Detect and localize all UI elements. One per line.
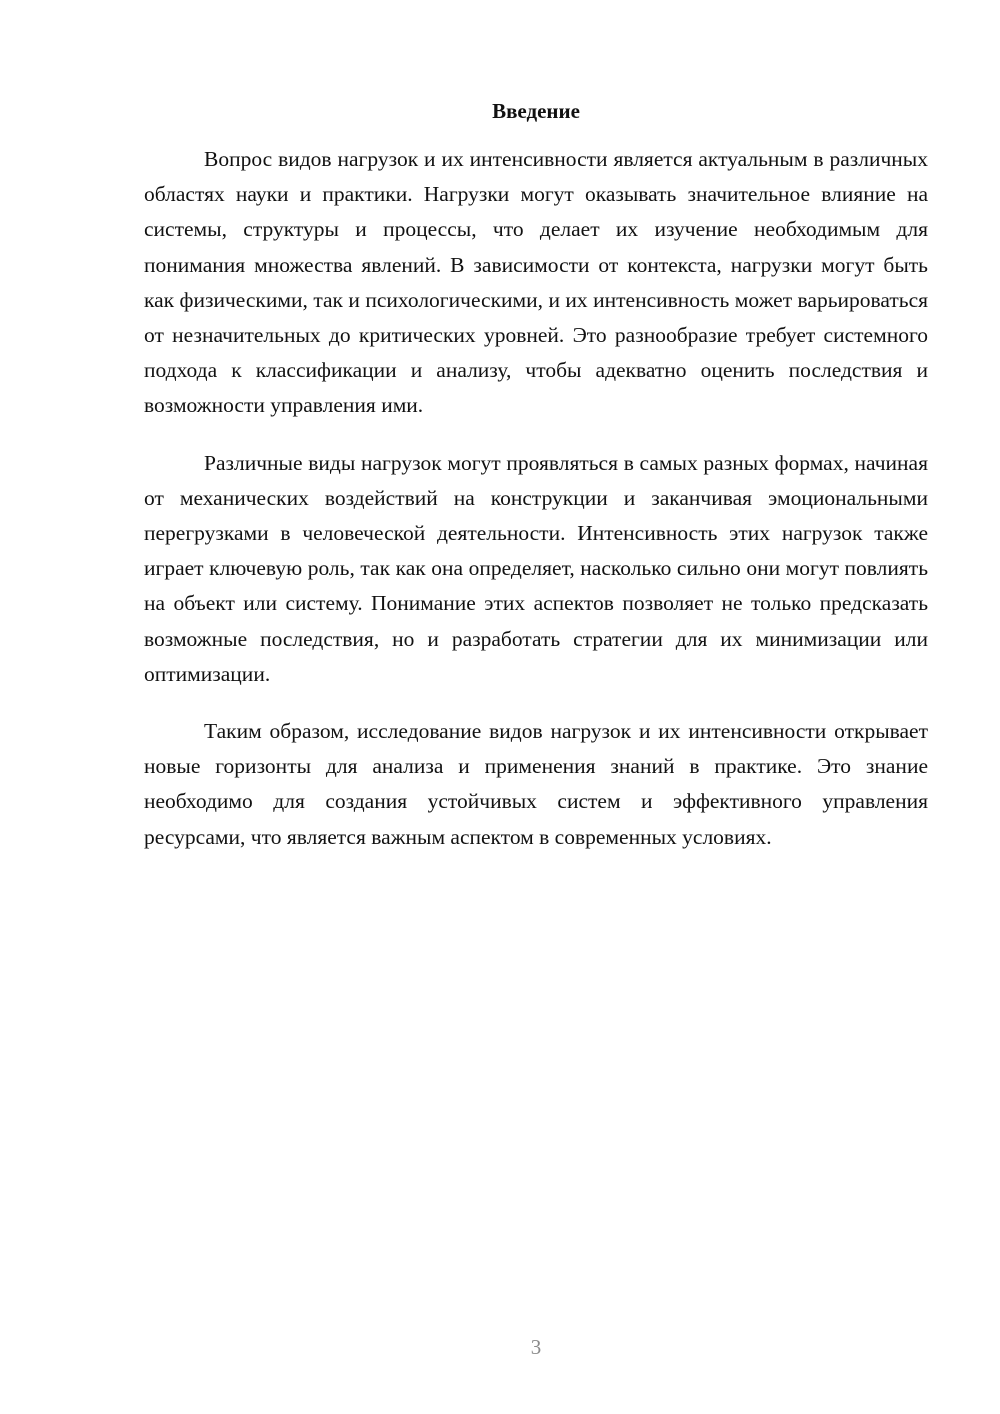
- paragraph-1: Вопрос видов нагрузок и их интенсивности является актуальным в различных областях науки и практики. Нагрузки могут оказывать значительное влияние на системы, структуры и процессы, что делает их изучение необходимым для понимания множества явлений. В зависимости от контекста, нагрузки могут быть как физическими, так и психологическими, и их интенсивность может варьироваться от незначительных до критических уровней. Это разнообразие требует системного подхода к классификации и анализу, чтобы адекватно оценить последствия и возможности управления ими.: [144, 147, 928, 418]
- body-text: [144, 142, 928, 877]
- page-number: 3: [530, 1335, 542, 1359]
- paragraph-3: Таким образом, исследование видов нагрузок и их интенсивности открывает новые горизонты для анализа и применения знаний в практике. Это знание необходимо для создания устойчивых систем и эффективного управления ресурсами, что является важным аспектом в современных условиях.: [144, 719, 928, 849]
- paragraph-2: Различные виды нагрузок могут проявляться в самых разных формах, начиная от механических воздействий на конструкции и заканчивая эмоциональными перегрузками в человеческой деятельности. Интенсивность этих нагрузок также играет ключевую роль, так как она определяет, насколько сильно они могут повлиять на объект или систему. Понимание этих аспектов позволяет не только предсказать возможные последствия, но и разработать стратегии для их минимизации или оптимизации.: [144, 450, 928, 686]
- section-heading: Введение: [492, 99, 580, 123]
